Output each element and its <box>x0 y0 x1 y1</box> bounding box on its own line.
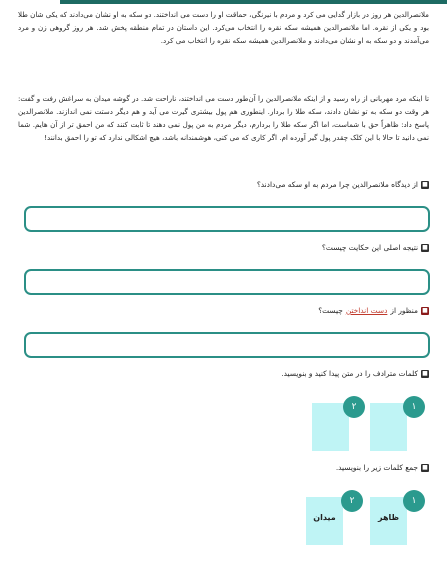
question-1 <box>257 180 429 190</box>
question-4 <box>281 369 429 379</box>
question-3 <box>318 306 429 316</box>
story-paragraph-1: ملانصرالدین هر روز در بازار گدایی می کرد و مردم با نیرنگی، حماقت او را دست می انداختند. دو سکه به او نشان می‌دادند که یکی شان طلا بود و یکی از نقره. اما ملانصرالدین همیشه سکه نقره را انتخاب می‌کرد. این داستان در تمام منطقه پخش شد. هر روز گروهی زن و مرد می‌آمدند و دو سکه به او نشان می‌دادند و ملانصرالدین همیشه سکه نقره را انتخاب می کرد. <box>18 10 429 45</box>
plural-box-2[interactable] <box>306 497 343 545</box>
plural-box-1[interactable] <box>370 497 407 545</box>
answer-field-1[interactable] <box>24 206 430 232</box>
question-5-text: جمع کلمات زیر را بنویسید. <box>335 463 418 472</box>
question-4-text: کلمات مترادف را در متن پیدا کنید و بنویسید. <box>281 369 418 378</box>
question-bullet-icon: ■ <box>422 244 428 251</box>
question-bullet-icon: ■ <box>422 307 428 314</box>
question-1-text: از دیدگاه ملانصرالدین چرا مردم به او سکه می‌دادند؟ <box>256 180 418 189</box>
synonym-badge-2: ۲ <box>343 396 365 418</box>
synonym-badge-1: ۱ <box>403 396 425 418</box>
question-5 <box>336 463 429 473</box>
answer-field-2[interactable] <box>24 269 430 295</box>
question-bullet-icon: ■ <box>422 370 428 377</box>
question-3-highlight: دست انداختن <box>345 306 388 315</box>
synonym-box-1[interactable] <box>370 403 407 451</box>
plural-badge-1: ۱ <box>403 490 425 512</box>
question-bullet-icon: ■ <box>422 181 428 188</box>
question-3-suffix: چیست؟ <box>318 306 343 315</box>
question-2-text: نتیجه اصلی این حکایت چیست؟ <box>321 243 418 252</box>
question-bullet-icon: ■ <box>422 464 428 471</box>
plural-box-2-word: میدان <box>313 513 336 522</box>
question-3-prefix: منظور از <box>390 306 418 315</box>
story-paragraph-2: تا اینکه مرد مهربانی از راه رسید و از اینکه ملانصرالدین را آن‌طور دست می انداختند، ناراحت شد. در گوشه میدان به سراغش رفت و گفت: هر وقت دو سکه به تو نشان دادند، سکه طلا را بردار. اینطوری هم پول بیشتری گیرت می آید و هم دیگر دستت نمی اندازند. ملانصرالدین پاسخ داد: ظاهراً حق با شماست، اما اگر سکه طلا را بردارم، دیگر مردم به من پول نمی دهند تا ثابت کنند که من احمق تر از آن هایم. شما نمی دانید تا حالا با این کلک چقدر پول گیر آورده ام. اگر کاری که می کنی، هوشمندانه باشد، هیچ اشکالی ندارد که تو را احمق بدانند! <box>18 94 429 142</box>
header-rule <box>60 0 447 4</box>
plural-box-1-word: ظاهر <box>377 513 400 522</box>
question-2 <box>322 243 429 253</box>
plural-badge-2: ۲ <box>341 490 363 512</box>
answer-field-3[interactable] <box>24 332 430 358</box>
